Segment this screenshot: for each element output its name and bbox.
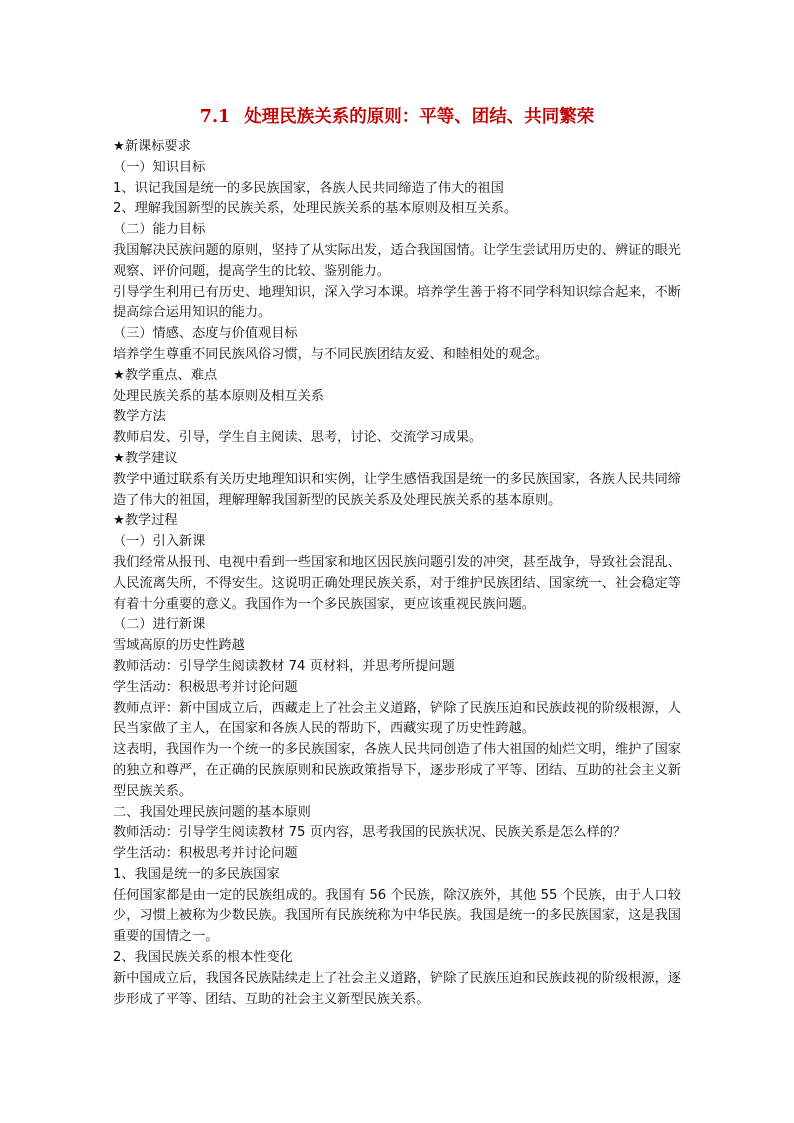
subheading: （一）引入新课 xyxy=(113,534,206,550)
paragraph: 这表明，我国作为一个统一的多民族国家，各族人民共同创造了伟大祖国的灿烂文明，维护了国家的独立和尊严，在正确的民族原则和民族政策指导下，逐步形成了平等、团结、互助的社会主义新型民族关系。 xyxy=(113,742,681,799)
section-heading: ★教学建议 xyxy=(113,450,178,466)
title-text: 处理民族关系的原则：平等、团结、共同繁荣 xyxy=(244,107,595,127)
section-heading: ★教学重点、难点 xyxy=(113,367,218,383)
paragraph: 雪域高原的历史性跨越 xyxy=(113,638,245,654)
paragraph: 教师活动：引导学生阅读教材 75 页内容，思考我国的民族状况、民族关系是怎么样的？ xyxy=(113,825,627,841)
paragraph: 教师启发、引导，学生自主阅读、思考，讨论、交流学习成果。 xyxy=(113,430,483,446)
subheading: 二、我国处理民族问题的基本原则 xyxy=(113,804,311,820)
section-heading: ★教学过程 xyxy=(113,513,178,529)
paragraph: 我国解决民族问题的原则，坚持了从实际出发，适合我国国情。让学生尝试用历史的、辨证的眼光观察、评价问题，提高学生的比较、鉴别能力。 xyxy=(113,242,681,279)
paragraph: 引导学生利用已有历史、地理知识，深入学习本课。培养学生善于将不同学科知识综合起来，不断提高综合运用知识的能力。 xyxy=(113,284,681,321)
paragraph: 处理民族关系的基本原则及相互关系 xyxy=(113,388,324,404)
subheading: 1、我国是统一的多民族国家 xyxy=(113,866,280,882)
document-title xyxy=(113,104,681,130)
subheading: （一）知识目标 xyxy=(113,159,206,175)
paragraph: 任何国家都是由一定的民族组成的。我国有 56 个民族，除汉族外，其他 55 个民族，由于人口较少，习惯上被称为少数民族。我国所有民族统称为中华民族。我国是统一的多民族国家，这是我国重要的国情之一。 xyxy=(113,887,681,945)
paragraph: 学生活动：积极思考并讨论问题 xyxy=(113,679,298,695)
paragraph: 新中国成立后，我国各民族陆续走上了社会主义道路，铲除了民族压迫和民族歧视的阶级根源，逐步形成了平等、团结、互助的社会主义新型民族关系。 xyxy=(113,970,681,1007)
paragraph: 培养学生尊重不同民族风俗习惯，与不同民族团结友爱、和睦相处的观念。 xyxy=(113,346,549,362)
title-number: 7.1 xyxy=(199,107,231,127)
subheading: （三）情感、态度与价值观目标 xyxy=(113,326,298,342)
subheading: （二）进行新课 xyxy=(113,617,206,633)
paragraph: 教学中通过联系有关历史地理知识和实例，让学生感悟我国是统一的多民族国家，各族人民共同缔造了伟大的祖国，理解理解我国新型的民族关系及处理民族关系的基本原则。 xyxy=(113,471,681,508)
paragraph: 我们经常从报刊、电视中看到一些国家和地区因民族问题引发的冲突，甚至战争，导致社会混乱、人民流离失所，不得安生。这说明正确处理民族关系，对于维护民族团结、国家统一、社会稳定等有着十分重要的意义。我国作为一个多民族国家，更应该重视民族问题。 xyxy=(113,554,681,612)
section-heading: ★新课标要求 xyxy=(113,139,191,154)
subheading: 2、我国民族关系的根本性变化 xyxy=(113,950,293,966)
paragraph: 2、理解我国新型的民族关系，处理民族关系的基本原则及相互关系。 xyxy=(113,201,518,217)
paragraph: 教师点评：新中国成立后，西藏走上了社会主义道路，铲除了民族压迫和民族歧视的阶级根源，人民当家做了主人，在国家和各族人民的帮助下，西藏实现了历史性跨越。 xyxy=(113,700,681,737)
subheading: 教学方法 xyxy=(113,409,166,425)
paragraph: 1、识记我国是统一的多民族国家，各族人民共同缔造了伟大的祖国 xyxy=(113,180,504,196)
document-body xyxy=(113,137,681,1010)
paragraph: 学生活动：积极思考并讨论问题 xyxy=(113,846,298,862)
paragraph: 教师活动：引导学生阅读教材 74 页材料，并思考所提问题 xyxy=(113,658,455,674)
subheading: （二）能力目标 xyxy=(113,222,206,238)
